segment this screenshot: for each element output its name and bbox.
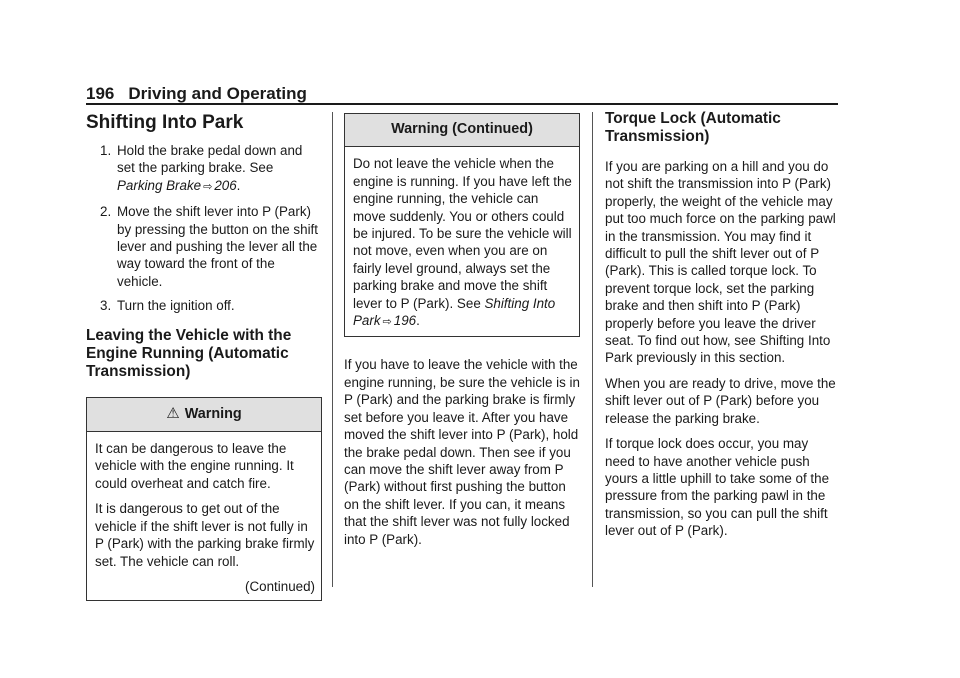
- page-ref-arrow-icon: ⇨: [203, 180, 213, 193]
- step-text-tail: .: [236, 177, 241, 193]
- column-3: [605, 110, 841, 548]
- warning-body: [345, 147, 579, 336]
- step-number: 1.: [100, 143, 112, 158]
- shifting-into-park-heading: Shifting Into Park: [86, 112, 244, 133]
- step-number: 3.: [100, 298, 112, 314]
- warning-text-tail: .: [416, 313, 420, 329]
- warning-triangle-icon: ⚠: [166, 404, 180, 422]
- warning-header: [87, 398, 321, 432]
- step-item: [86, 142, 322, 196]
- steps-list: [86, 142, 322, 315]
- warning-header: Warning (Continued): [345, 114, 579, 147]
- header-rule: [86, 103, 838, 105]
- column-1: [86, 112, 322, 601]
- body-paragraph: If you have to leave the vehicle with the engine running, be sure the vehicle is in P (Park) and the parking brake is firmly set before you leave it. After you have moved the shift lever into P (Park), hold the brake pedal down. Then see if you can move the shift lever away from P (Park) without first pushing the button on the shift lever. If you can, it means that the shift lever was not fully locked into P (Park).: [344, 357, 580, 547]
- warning-text: Do not leave the vehicle when the engine is running. If you have left the engine running, the vehicle can move suddenly. You or others could be injured. To be sure the vehicle will not move, even when you are on fairly level ground, always set the parking brake and move the shift lever to P (Park). See: [353, 156, 572, 311]
- section-title: Driving and Operating: [128, 84, 307, 103]
- column-divider-2: [592, 112, 593, 587]
- step-text: Hold the brake pedal down and set the parking brake. See: [117, 143, 303, 176]
- step-text: Turn the ignition off.: [117, 298, 235, 314]
- leaving-vehicle-heading: Leaving the Vehicle with the Engine Running (Automatic Transmission): [86, 326, 292, 380]
- cross-reference-link[interactable]: Shifting Into Park: [353, 295, 556, 329]
- warning-paragraph: [353, 155, 573, 331]
- body-paragraph: If torque lock does occur, you may need to have another vehicle push yours a little uphill to take some of the pressure from the parking pawl in the transmission, so you can pull the shift lever out of P (Park).: [605, 436, 830, 539]
- body-paragraph: When you are ready to drive, move the shift lever out of P (Park) before you release the parking brake.: [605, 375, 836, 426]
- warning-continued-box: [344, 113, 580, 337]
- warning-paragraph: It is dangerous to get out of the vehicle if the shift lever is not fully in P (Park) with the parking brake firmly set. The vehicle can roll.: [95, 501, 315, 569]
- page-ref-arrow-icon: ⇨: [382, 316, 392, 329]
- step-number: 2.: [100, 204, 112, 220]
- page-header: [86, 84, 307, 104]
- page-reference[interactable]: 196: [393, 313, 417, 329]
- column-2: [344, 113, 580, 556]
- torque-lock-heading: Torque Lock (Automatic Transmission): [605, 110, 781, 145]
- warning-body: [87, 432, 321, 600]
- page-reference[interactable]: 206: [214, 177, 237, 193]
- step-text: Move the shift lever into P (Park) by pressing the button on the shift lever and pushing the lever all the way toward the front of the vehicle.: [117, 204, 318, 289]
- body-paragraph: If you are parking on a hill and you do not shift the transmission into P (Park) properly, the weight of the vehicle may put too much force on the parking pawl in the transmission. You may find it difficult to pull the shift lever out of P (Park). This is called torque lock. To prevent torque lock, set the parking brake and then shift into P (Park) properly before you leave the driver seat. To find out how, see Shifting Into Park previously in this section.: [605, 159, 836, 366]
- warning-paragraph: It can be dangerous to leave the vehicle with the engine running. It could overheat and catch fire.: [95, 441, 294, 491]
- step-item: [86, 203, 322, 290]
- step-item: [86, 297, 322, 314]
- cross-reference-link[interactable]: Parking Brake: [117, 177, 202, 193]
- column-divider-1: [332, 112, 333, 587]
- warning-title: Warning: [184, 405, 242, 422]
- continued-label: (Continued): [245, 578, 315, 594]
- page-number: 196: [86, 84, 115, 103]
- warning-box: [86, 397, 322, 602]
